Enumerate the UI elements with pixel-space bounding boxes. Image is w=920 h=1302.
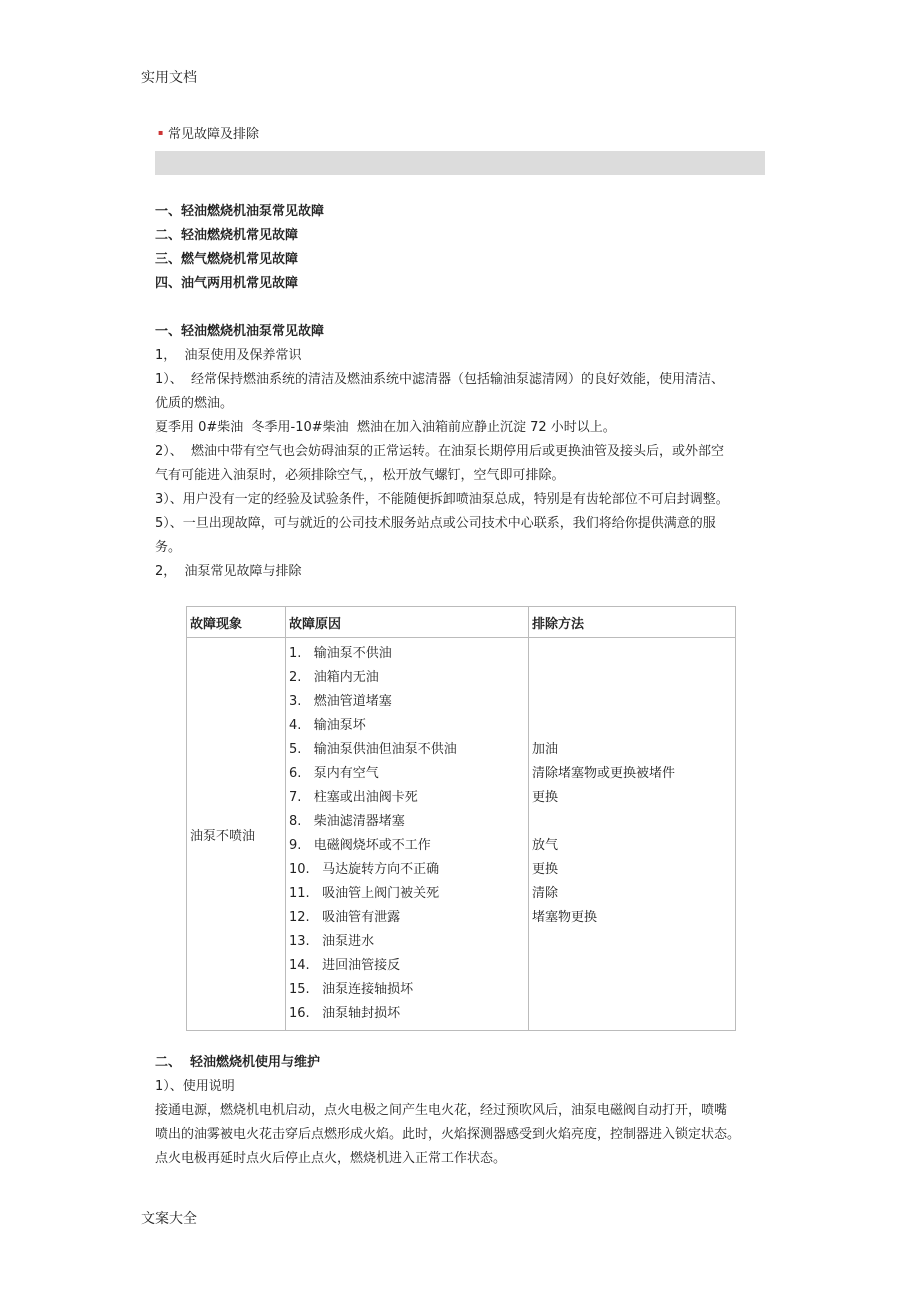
- remedy-item: 更换: [532, 790, 559, 805]
- cause-item: 7. 柱塞或出油阀卡死: [289, 790, 418, 805]
- cause-item: 13. 油泵进水: [289, 934, 375, 949]
- remedy-item: 清除: [532, 886, 559, 901]
- fault-table: [186, 606, 736, 1031]
- paragraph-line: 气有可能进入油泵时，必须排除空气，，松开放气螺钉，空气即可排除。: [155, 468, 565, 483]
- cause-item: 12. 吸油管有泄露: [289, 910, 401, 925]
- table-row: [187, 638, 736, 1031]
- section2-subtitle: 1）、使用说明: [155, 1079, 235, 1094]
- remedy-item: [532, 1002, 732, 1026]
- cause-item: 2. 油箱内无油: [289, 670, 379, 685]
- remedy-item: 加油: [532, 742, 559, 757]
- table-header-row: [187, 607, 736, 638]
- cause-item: 4. 输油泵坏: [289, 718, 366, 733]
- remedy-item: 更换: [532, 862, 559, 877]
- cause-item: 14. 进回油管接反: [289, 958, 401, 973]
- cause-item: 9. 电磁阀烧坏或不工作: [289, 838, 431, 853]
- remedy-item: [532, 690, 732, 714]
- cause-item: 15. 油泵连接轴损坏: [289, 982, 414, 997]
- cause-item: 1. 输油泵不供油: [289, 646, 392, 661]
- remedies-cell: [529, 638, 736, 1031]
- paragraph-line: 接通电源，燃烧机电机启动，点火电极之间产生电火花，经过预吹风后，油泵电磁阀自动打开，喷嘴: [155, 1103, 728, 1118]
- remedy-item: [532, 666, 732, 690]
- paragraph-line: 喷出的油雾被电火花击穿后点燃形成火焰。此时，火焰探测器感受到火焰亮度，控制器进入锁定状态。: [155, 1127, 741, 1142]
- paragraph-line: 1）、 经常保持燃油系统的清洁及燃油系统中滤清器（包括输油泵滤清网）的良好效能，使用清洁、: [155, 372, 725, 387]
- section2-title: 二、 轻油燃烧机使用与维护: [155, 1055, 321, 1070]
- remedy-item: [532, 954, 732, 978]
- main-content: [155, 200, 770, 584]
- remedy-item: [532, 930, 732, 954]
- page-header: 实用文档: [141, 70, 197, 86]
- table-header: 故障原因: [286, 607, 529, 638]
- cause-item: 11. 吸油管上阀门被关死: [289, 886, 440, 901]
- paragraph-line: 点火电极再延时点火后停止点火，燃烧机进入正常工作状态。: [155, 1151, 507, 1166]
- breadcrumb[interactable]: [158, 123, 259, 142]
- spacer: [155, 296, 770, 320]
- causes-cell: [286, 638, 529, 1031]
- section2: [155, 1051, 775, 1171]
- remedy-item: 放气: [532, 838, 559, 853]
- paragraph-line: 2）、 燃油中带有空气也会妨碍油泵的正常运转。在油泵长期停用后或更换油管及接头后，或外部空: [155, 444, 725, 459]
- paragraph-line: 5）、一旦出现故障，可与就近的公司技术服务站点或公司技术中心联系，我们将给你提供满意的服: [155, 516, 716, 531]
- cause-item: 5. 输油泵供油但油泵不供油: [289, 742, 457, 757]
- remedy-item: [532, 714, 732, 738]
- paragraph-line: 夏季用 0#柴油 冬季用-10#柴油 燃油在加入油箱前应静止沉淀 72 小时以上。: [155, 420, 616, 435]
- fault-table-wrapper: [186, 606, 736, 1031]
- toc-item[interactable]: 三、燃气燃烧机常见故障: [155, 252, 299, 267]
- remedy-item: [532, 810, 732, 834]
- cause-item: 16. 油泵轴封损坏: [289, 1006, 401, 1021]
- paragraph-line: 优质的燃油。: [155, 396, 234, 411]
- paragraph-line: 1， 油泵使用及保养常识: [155, 348, 302, 363]
- page-footer: 文案大全: [141, 1211, 197, 1227]
- bullet-icon: ▪: [158, 127, 164, 137]
- paragraph-line: 务。: [155, 540, 182, 555]
- remedy-item: 堵塞物更换: [532, 910, 598, 925]
- cause-item: 6. 泵内有空气: [289, 766, 379, 781]
- table-header: 故障现象: [187, 607, 286, 638]
- cause-item: 3. 燃油管道堵塞: [289, 694, 392, 709]
- toc-item[interactable]: 四、油气两用机常见故障: [155, 276, 299, 291]
- table-header: 排除方法: [529, 607, 736, 638]
- symptom-cell: 油泵不喷油: [187, 638, 286, 1031]
- remedy-item: [532, 642, 732, 666]
- toc-item[interactable]: 二、轻油燃烧机常见故障: [155, 228, 299, 243]
- paragraph-line: 2， 油泵常见故障与排除: [155, 564, 302, 579]
- section1-title: 一、轻油燃烧机油泵常见故障: [155, 324, 325, 339]
- cause-item: 10. 马达旋转方向不正确: [289, 862, 440, 877]
- cause-item: 8. 柴油滤清器堵塞: [289, 814, 405, 829]
- toc-item[interactable]: 一、轻油燃烧机油泵常见故障: [155, 204, 325, 219]
- gray-divider-bar: [155, 151, 765, 175]
- breadcrumb-label[interactable]: 常见故障及排除: [168, 127, 260, 142]
- remedy-item: [532, 978, 732, 1002]
- paragraph-line: 3）、用户没有一定的经验及试验条件，不能随便拆卸喷油泵总成，特别是有齿轮部位不可启封调整。: [155, 492, 729, 507]
- remedy-item: 清除堵塞物或更换被堵件: [532, 766, 676, 781]
